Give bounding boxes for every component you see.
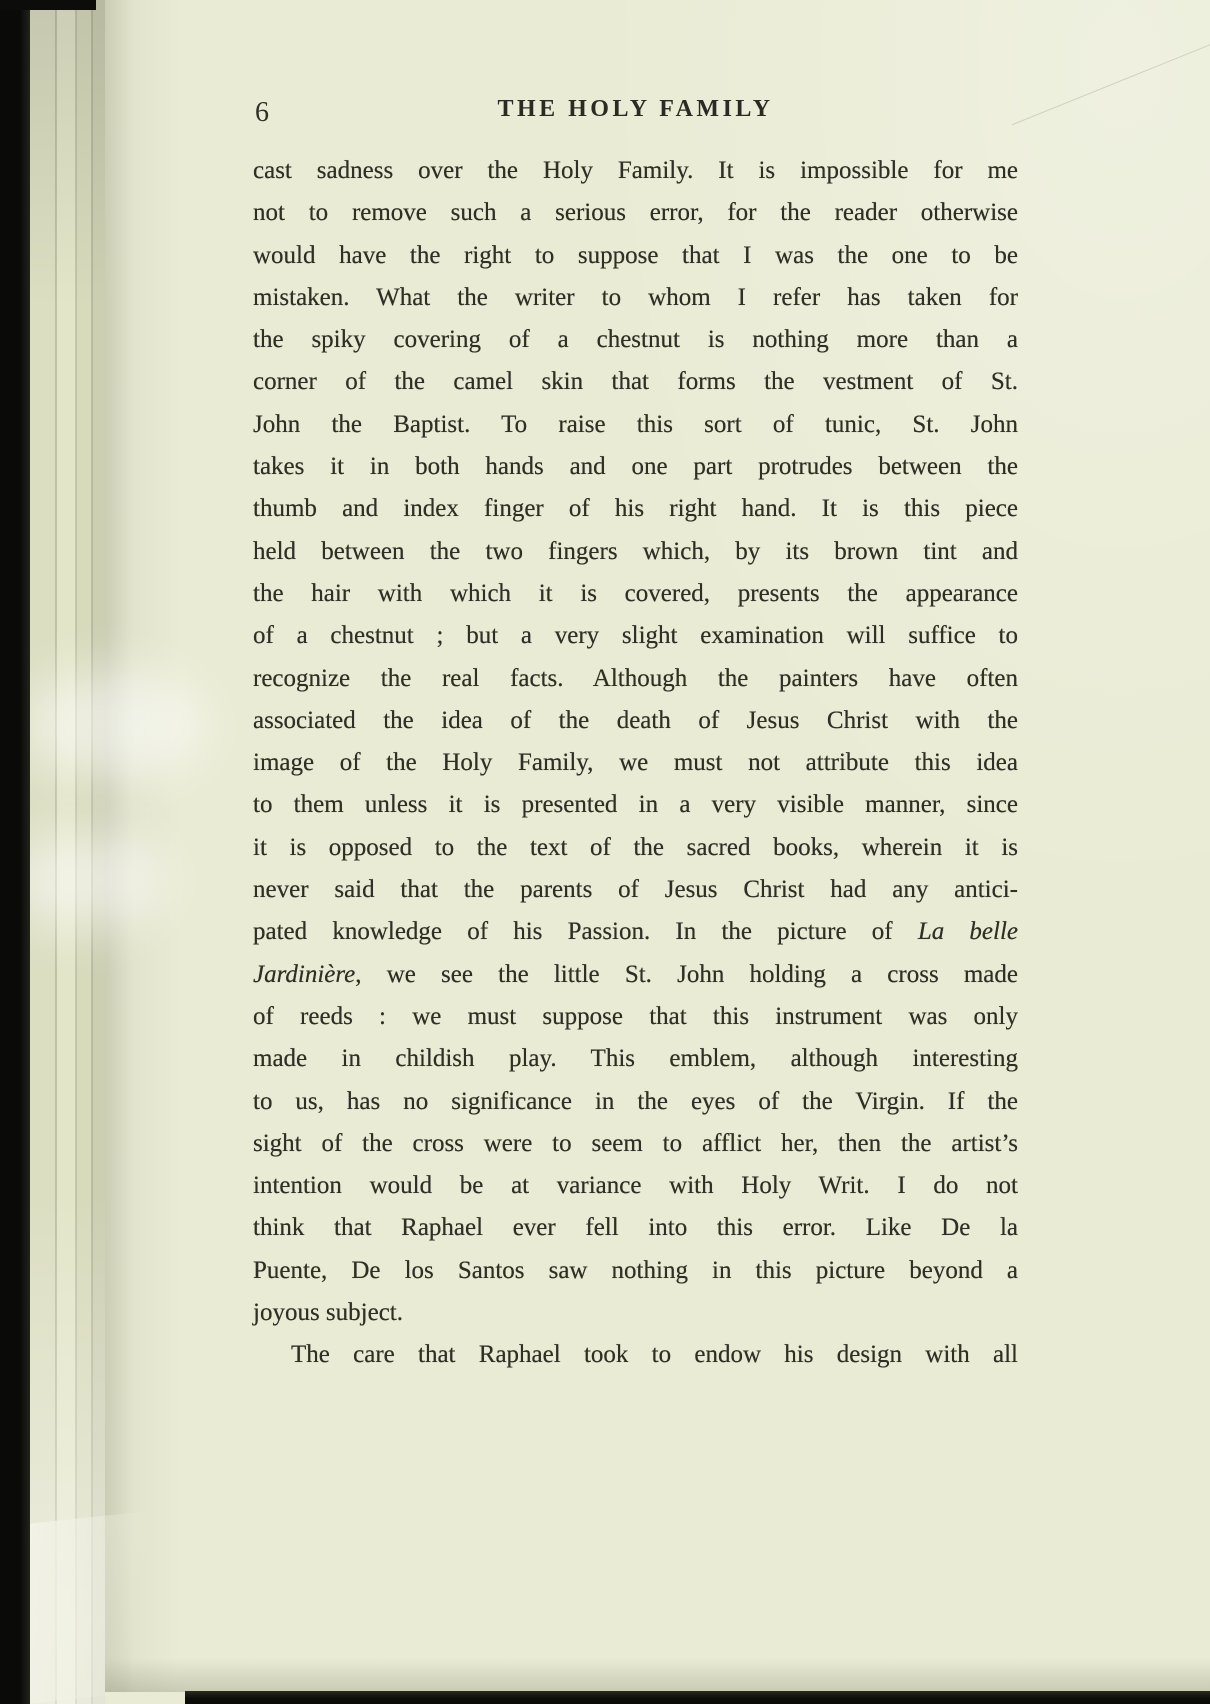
page-edges — [30, 0, 105, 1704]
text-line: cast sadness over the Holy Family. It is impossible for me — [253, 157, 1018, 184]
text-line: Jardinière, we see the little St. John holding a cross made — [253, 960, 1018, 988]
text-line: corner of the camel skin that forms the vestment of St. — [253, 368, 1018, 396]
text-line: Puente, De los Santos saw nothing in this picture beyond a — [253, 1256, 1018, 1284]
running-header: THE HOLY FAMILY — [497, 96, 774, 122]
text-line: the hair with which it is covered, presents the appearance — [253, 579, 1018, 607]
text-line: it is opposed to the text of the sacred books, wherein it is — [253, 833, 1018, 861]
text-line: associated the idea of the death of Jesus Christ with the — [253, 706, 1018, 734]
text-line: not to remove such a serious error, for the reader otherwise — [253, 199, 1018, 227]
page-edge-highlight — [26, 1510, 156, 1704]
text-line: held between the two fingers which, by its brown tint and — [253, 537, 1018, 565]
text-line: mistaken. What the writer to whom I refer has taken for — [253, 283, 1018, 311]
text-line: never said that the parents of Jesus Christ had any antici- — [253, 876, 1018, 904]
text-line: takes it in both hands and one part protrudes between the — [253, 453, 1018, 481]
text-line: recognize the real facts. Although the painters have often — [253, 664, 1018, 692]
text-line: to them unless it is presented in a very visible manner, since — [253, 791, 1018, 819]
text-line: the spiky covering of a chestnut is nothing more than a — [253, 326, 1018, 354]
text-line: of reeds : we must suppose that this instrument was only — [253, 1002, 1018, 1030]
scan-edge-bottom — [185, 1691, 1210, 1704]
text-line: The care that Raphael took to endow his design with all — [291, 1341, 1018, 1369]
scan-edge-left — [0, 0, 30, 1704]
page-header-row — [253, 96, 1018, 128]
text-line: thumb and index finger of his right hand. It is this piece — [253, 495, 1018, 523]
page-body — [253, 150, 1018, 1377]
book-page — [105, 0, 1210, 1692]
text-line: image of the Holy Family, we must not attribute this idea — [253, 749, 1018, 777]
text-line: made in childish play. This emblem, although interesting — [253, 1045, 1018, 1073]
page-number: 6 — [255, 97, 270, 128]
text-line: to us, has no significance in the eyes of the Virgin. If the — [253, 1087, 1018, 1115]
text-line: think that Raphael ever fell into this error. Like De la — [253, 1214, 1018, 1242]
text-line: sight of the cross were to seem to afflict her, then the artist’s — [253, 1129, 1018, 1157]
text-line: would have the right to suppose that I was the one to be — [253, 241, 1018, 269]
text-line: John the Baptist. To raise this sort of tunic, St. John — [253, 410, 1018, 438]
text-line: pated knowledge of his Passion. In the picture of La belle — [253, 918, 1018, 946]
text-line: joyous subject. — [253, 1299, 403, 1327]
scan-edge-top — [0, 0, 96, 10]
text-line: of a chestnut ; but a very slight examination will suffice to — [253, 622, 1018, 650]
text-line: intention would be at variance with Holy Writ. I do not — [253, 1172, 1018, 1200]
